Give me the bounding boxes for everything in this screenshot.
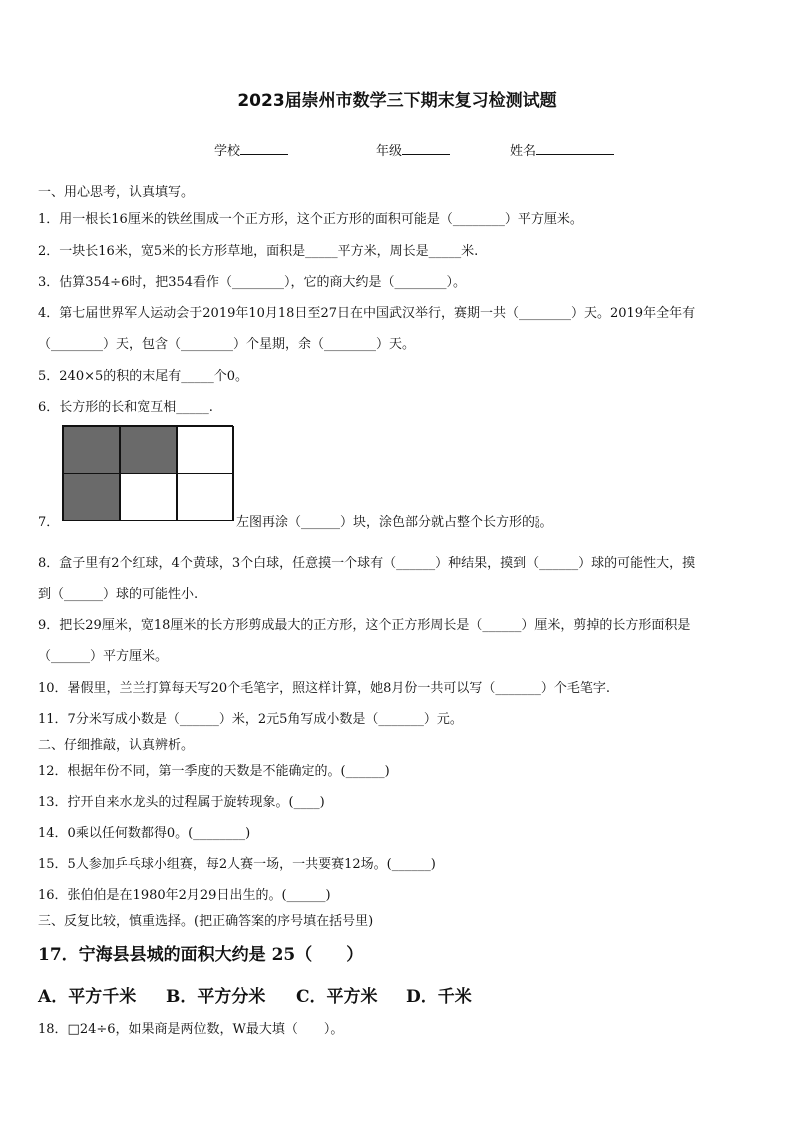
section-heading-3: 三、反复比较，慎重选择。(把正确答案的序号填在括号里)	[38, 914, 374, 929]
grid-cell-blank	[177, 426, 234, 474]
question-1: 1．用一根长16厘米的铁丝围成一个正方形，这个正方形的面积可能是（________）平方厘米。	[38, 212, 583, 227]
grid-cell-blank	[120, 473, 177, 521]
option-d: D．千米	[406, 987, 472, 1007]
question-8-line-1: 8．盒子里有2个红球，4个黄球，3个白球，任意摸一个球有（______）种结果，摸到（______）球的可能性大，摸	[38, 556, 696, 571]
question-13: 13．拧开自来水龙头的过程属于旋转现象。(____)	[38, 795, 325, 810]
question-3: 3．估算354÷6时，把354看作（________），它的商大约是（________）。	[38, 275, 467, 290]
question-9-line-2: （______）平方厘米。	[38, 649, 169, 664]
question-7-number: 7．	[38, 515, 60, 530]
question-17: 17．宁海县县城的面积大约是 25（ ）	[38, 945, 364, 965]
question-9-line-1: 9．把长29厘米，宽18厘米的长方形剪成最大的正方形，这个正方形周长是（______）厘米，剪掉的长方形面积是	[38, 618, 691, 633]
question-5: 5．240×5的积的末尾有_____个0。	[38, 369, 249, 384]
question-8-line-2: 到（______）球的可能性小.	[38, 587, 199, 602]
question-6: 6．长方形的长和宽互相_____.	[38, 400, 213, 415]
option-a: A．平方千米	[38, 987, 137, 1007]
grid-cell-shaded	[120, 426, 177, 474]
question-11: 11．7分米写成小数是（______）米，2元5角写成小数是（_______）元。	[38, 712, 463, 727]
section-heading-1: 一、用心思考，认真填写。	[38, 185, 195, 200]
grid-cell-blank	[177, 473, 234, 521]
question-10: 10．暑假里，兰兰打算每天写20个毛笔字，照这样计算，她8月份一共可以写（_______）个毛笔字.	[38, 681, 610, 696]
grade-field: 年级	[376, 140, 450, 159]
fraction: 5 6	[535, 515, 540, 530]
section-heading-2: 二、仔细推敲，认真辨析。	[38, 738, 195, 753]
question-4-line-2: （________）天，包含（________）个星期，余（________）天。	[38, 337, 416, 352]
grid-cell-shaded	[63, 426, 120, 474]
question-16: 16．张伯伯是在1980年2月29日出生的。(______)	[38, 888, 331, 903]
question-12: 12．根据年份不同，第一季度的天数是不能确定的。(______)	[38, 764, 390, 779]
question-14: 14．0乘以任何数都得0。(________)	[38, 826, 251, 841]
school-field: 学校	[214, 140, 288, 159]
question-4-line-1: 4．第七届世界军人运动会于2019年10月18日至27日在中国武汉举行，赛期一共（________）天。2019年全年有	[38, 306, 696, 321]
question-15: 15．5人参加乒乓球小组赛，每2人赛一场，一共要赛12场。(______)	[38, 857, 436, 872]
option-b: B．平方分米	[166, 987, 266, 1007]
question-2: 2．一块长16米，宽5米的长方形草地，面积是_____平方米，周长是_____米.	[38, 244, 479, 259]
question-18: 18．□24÷6，如果商是两位数，W最大填（ ）。	[38, 1022, 344, 1037]
name-field: 姓名	[510, 140, 614, 159]
question-7: 左图再涂（______）块，涂色部分就占整个长方形的5 6。	[236, 515, 553, 530]
page-title: 2023届崇州市数学三下期末复习检测试题	[237, 91, 557, 111]
rectangle-grid-figure	[62, 425, 233, 521]
option-c: C．平方米	[296, 987, 378, 1007]
grid-cell-shaded	[63, 473, 120, 521]
